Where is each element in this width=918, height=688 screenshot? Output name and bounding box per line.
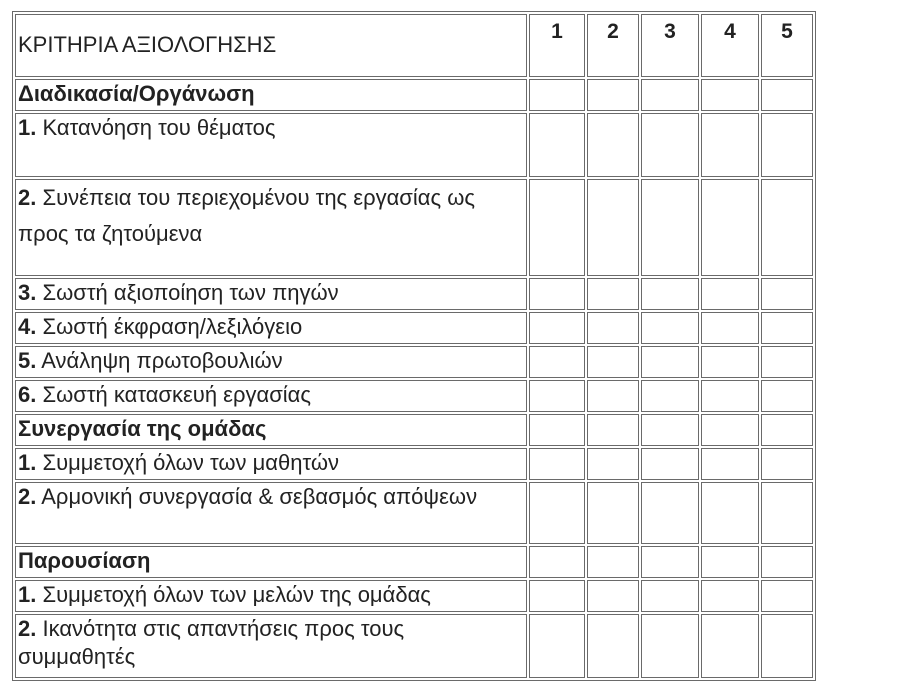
score-cell[interactable] [761,79,813,111]
criterion-row [15,278,813,310]
criterion-row [15,113,813,177]
score-cell[interactable] [761,614,813,678]
criterion-row [15,482,813,544]
score-cell[interactable] [641,79,699,111]
score-cell[interactable] [587,482,639,544]
rubric-table [12,11,816,681]
score-cell[interactable] [587,278,639,310]
score-cell[interactable] [587,380,639,412]
score-cell[interactable] [529,278,585,310]
criterion-text: Συμμετοχή όλων των μαθητών [36,450,340,475]
section-title: Παρουσίαση [15,546,527,578]
score-cell[interactable] [641,414,699,446]
score-cell[interactable] [529,448,585,480]
criterion-text: Σωστή κατασκευή εργασίας [36,382,312,407]
criterion-row [15,346,813,378]
criterion-row [15,614,813,678]
criterion-cell [15,614,527,678]
score-header-4: 4 [701,14,759,77]
criterion-text: Σωστή έκφραση/λεξιλόγειο [36,314,303,339]
score-cell[interactable] [761,448,813,480]
criterion-number: 6. [18,382,37,407]
criteria-header: ΚΡΙΤΗΡΙΑ ΑΞΙΟΛΟΓΗΣΗΣ [15,14,527,77]
score-cell[interactable] [587,179,639,276]
criterion-cell [15,179,527,276]
criterion-row [15,179,813,276]
criterion-row [15,448,813,480]
score-cell[interactable] [529,580,585,612]
score-cell[interactable] [701,380,759,412]
score-cell[interactable] [641,278,699,310]
score-cell[interactable] [641,448,699,480]
criterion-number: 1. [18,450,37,475]
score-cell[interactable] [761,179,813,276]
score-cell[interactable] [761,346,813,378]
score-cell[interactable] [701,278,759,310]
header-row [15,14,813,77]
criterion-number: 2. [18,484,37,509]
score-cell[interactable] [701,79,759,111]
score-cell[interactable] [587,113,639,177]
score-cell[interactable] [587,79,639,111]
score-cell[interactable] [701,546,759,578]
criterion-number: 2. [18,616,37,641]
score-cell[interactable] [529,113,585,177]
criterion-text: Ανάληψη πρωτοβουλιών [36,348,283,373]
criterion-text: Συμμετοχή όλων των μελών της ομάδας [36,582,431,607]
criterion-text: Κατανόηση του θέματος [36,115,276,140]
score-cell[interactable] [761,546,813,578]
criterion-cell [15,380,527,412]
criterion-row [15,380,813,412]
criterion-cell [15,312,527,344]
section-row [15,414,813,446]
score-cell[interactable] [641,346,699,378]
score-cell[interactable] [701,312,759,344]
section-row [15,79,813,111]
criterion-cell [15,448,527,480]
criterion-number: 1. [18,115,37,140]
evaluation-rubric [12,11,816,681]
score-cell[interactable] [529,482,585,544]
score-cell[interactable] [761,380,813,412]
criterion-cell [15,482,527,544]
score-cell[interactable] [701,179,759,276]
section-title: Διαδικασία/Οργάνωση [15,79,527,111]
score-cell[interactable] [761,580,813,612]
score-cell[interactable] [587,580,639,612]
score-cell[interactable] [761,278,813,310]
score-cell[interactable] [587,312,639,344]
score-header-2: 2 [587,14,639,77]
score-cell[interactable] [641,546,699,578]
criterion-row [15,312,813,344]
criterion-number: 4. [18,314,37,339]
criterion-number: 2. [18,185,37,210]
score-cell[interactable] [529,346,585,378]
score-cell[interactable] [529,312,585,344]
score-cell[interactable] [641,113,699,177]
criterion-number: 3. [18,280,37,305]
criterion-cell [15,580,527,612]
section-title: Συνεργασία της ομάδας [15,414,527,446]
score-cell[interactable] [587,448,639,480]
score-cell[interactable] [761,414,813,446]
score-cell[interactable] [641,179,699,276]
criterion-number: 5. [18,348,37,373]
score-cell[interactable] [529,179,585,276]
score-cell[interactable] [701,346,759,378]
score-cell[interactable] [701,482,759,544]
criterion-cell [15,113,527,177]
score-cell[interactable] [587,346,639,378]
score-cell[interactable] [529,380,585,412]
criterion-row [15,580,813,612]
criterion-text: Αρμονική συνεργασία & σεβασμός απόψεων [36,484,478,509]
criterion-text: Σωστή αξιοποίηση των πηγών [36,280,339,305]
score-cell[interactable] [761,113,813,177]
score-header-3: 3 [641,14,699,77]
criterion-cell [15,346,527,378]
score-cell[interactable] [701,448,759,480]
criterion-text: Ικανότητα στις απαντήσεις προς τους συμμαθητές [18,616,405,669]
score-cell[interactable] [529,79,585,111]
score-cell[interactable] [641,312,699,344]
score-cell[interactable] [701,614,759,678]
score-cell[interactable] [641,614,699,678]
score-cell[interactable] [587,414,639,446]
score-cell[interactable] [587,546,639,578]
score-cell[interactable] [701,580,759,612]
score-header-1: 1 [529,14,585,77]
section-row [15,546,813,578]
score-cell[interactable] [587,614,639,678]
score-cell[interactable] [641,380,699,412]
criterion-number: 1. [18,582,37,607]
score-cell[interactable] [701,414,759,446]
criterion-text: Συνέπεια του περιεχομένου της εργασίας ως προς τα ζητούμενα [18,185,475,247]
score-cell[interactable] [641,580,699,612]
score-cell[interactable] [529,614,585,678]
score-header-5: 5 [761,14,813,77]
score-cell[interactable] [761,312,813,344]
score-cell[interactable] [529,414,585,446]
criterion-cell [15,278,527,310]
score-cell[interactable] [529,546,585,578]
score-cell[interactable] [641,482,699,544]
score-cell[interactable] [701,113,759,177]
score-cell[interactable] [761,482,813,544]
